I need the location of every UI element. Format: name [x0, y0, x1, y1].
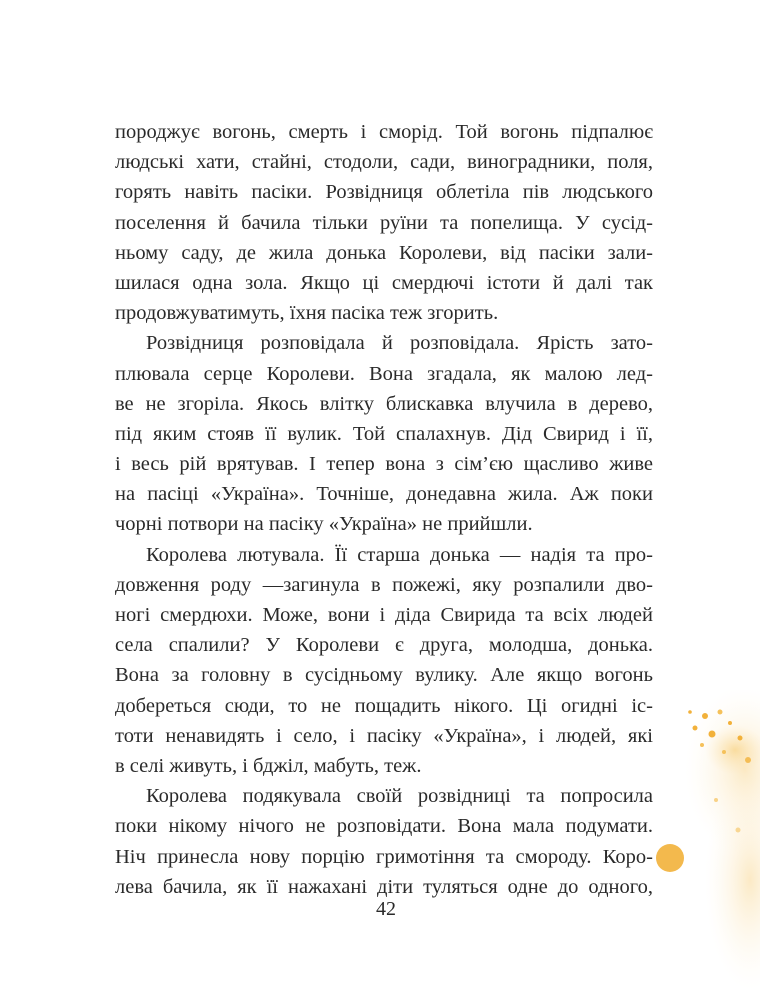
text-line: шилася одна зола. Якщо ці смердючі істоти й далі так	[115, 271, 653, 294]
text-line: продовжуватимуть, їхня пасіка теж згорить.	[115, 302, 499, 325]
text-line: довження роду —загинула в пожежі, яку розпалили дво-	[115, 573, 653, 596]
text-line: горять навіть пасіки. Розвідниця облетіла пів людського	[115, 181, 653, 204]
text-line: чорні потвори на пасіку «Україна» не прийшли.	[115, 513, 533, 536]
text-line: на пасіці «Україна». Точніше, донедавна жила. Аж поки	[115, 483, 653, 506]
text-line: плювала серце Королеви. Вона згадала, як малою лед-	[115, 362, 653, 385]
text-line: Вона за головну в сусідньому вулику. Але якщо вогонь	[115, 664, 653, 687]
text-line: ве не згоріла. Якось влітку блискавка влучила в дерево,	[115, 392, 653, 415]
watercolor-splash-decoration	[650, 690, 760, 1000]
text-line: Ніч принесла нову порцію гримотіння та смороду. Коро-	[115, 845, 653, 868]
text-line: поки нікому нічого не розповідати. Вона мала подумати.	[115, 815, 653, 838]
text-line: тоти ненавидять і село, і пасіку «Україна», і людей, які	[115, 724, 653, 747]
text-line: ногі смердюхи. Може, вони і діда Свирида та всіх людей	[115, 604, 653, 626]
body-text	[115, 117, 653, 902]
text-line: в селі живуть, і бджіл, мабуть, теж.	[115, 754, 422, 777]
page-number: 42	[376, 898, 396, 920]
text-line: людські хати, стайні, стодоли, сади, виноградники, поля,	[115, 151, 653, 174]
text-line: Розвідниця розповідала й розповідала. Ярість зато-	[146, 332, 653, 355]
text-line: породжує вогонь, смерть і сморід. Той вогонь підпалює	[115, 121, 653, 143]
text-line: лева бачила, як її нажахані діти туляться одне до одного,	[115, 875, 653, 898]
text-line: Королева лютувала. Її старша донька — надія та про-	[146, 543, 653, 566]
text-line: добереться сюди, то не пощадить нікого. Ці огидні іс-	[115, 694, 653, 717]
text-line: ньому саду, де жила донька Королеви, від пасіки зали-	[115, 241, 653, 264]
text-line: Королева подякувала своїй розвідниці та попросила	[146, 785, 653, 808]
text-line: під яким стояв її вулик. Той спалахнув. Дід Свирид і її,	[115, 422, 653, 445]
text-line: села спалили? У Королеви є друга, молодша, донька.	[115, 634, 653, 657]
text-line: і весь рій врятував. І тепер вона з сім’єю щасливо живе	[115, 453, 653, 476]
text-line: поселення й бачила тільки руїни та попелища. У сусід-	[115, 211, 653, 234]
